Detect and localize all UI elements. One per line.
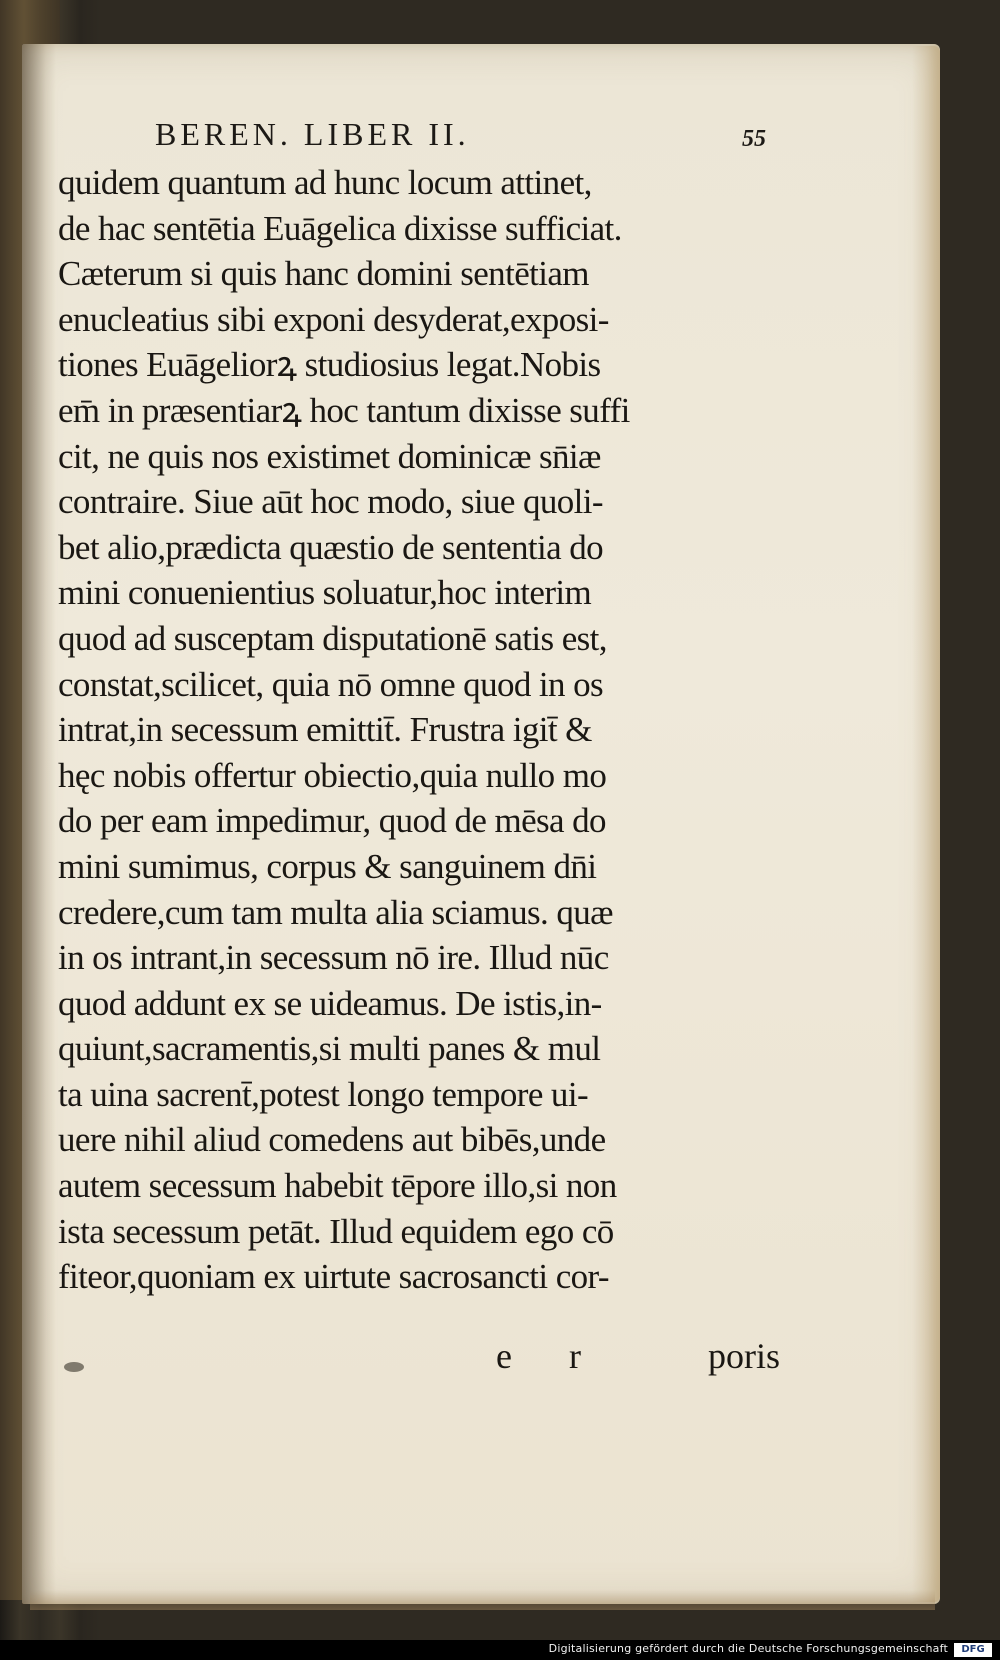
- text-line: in os intrant,in secessum nō ire. Illud nūc: [58, 938, 609, 978]
- text-line: quod ad susceptam disputationē satis est,: [58, 618, 607, 658]
- text-line: autem secessum habebit tēpore illo,si non: [58, 1166, 617, 1206]
- folio-number: 55: [742, 126, 766, 152]
- page-bottom-edge: [30, 1590, 935, 1610]
- text-line: contraire. Siue aūt hoc modo, siue quoli-: [58, 482, 603, 522]
- text-line: ta uina sacrent̄,potest longo tempore ui-: [58, 1074, 589, 1114]
- text-line: tiones Euāgeliorꝝ studiosius legat.Nobis: [58, 345, 601, 385]
- funding-credit: Digitalisierung gefördert durch die Deutsche Forschungsgemeinschaft: [548, 1642, 948, 1655]
- text-line: constat,scilicet, quia nō omne quod in os: [58, 664, 604, 704]
- text-line: cit, ne quis nos existimet dominicæ sn̄iæ: [58, 436, 601, 476]
- text-line: intrat,in secessum emittit̄. Frustra igit̄ &: [58, 710, 592, 750]
- text-line: uere nihil aliud comedens aut bibēs,unde: [58, 1120, 606, 1160]
- page-edge: [912, 46, 940, 1602]
- text-line: quod addunt ex se uideamus. De istis,in-: [58, 983, 602, 1023]
- text-line: enucleatius sibi exponi desyderat,exposi-: [58, 299, 609, 339]
- page-footer-row: [58, 1335, 780, 1385]
- ink-stain: [64, 1362, 84, 1372]
- dfg-logo: DFG: [954, 1643, 992, 1657]
- text-line: quidem quantum ad hunc locum attinet,: [58, 163, 592, 202]
- catchword: poris: [708, 1336, 780, 1376]
- text-line: mini sumimus, corpus & sanguinem dn̄i: [58, 846, 597, 886]
- text-line: bet alio,prædicta quæstio de sententia do: [58, 527, 604, 567]
- page-gutter-shadow: [22, 44, 56, 1604]
- signature-mark: e r: [496, 1336, 605, 1376]
- text-line: em̄ in præsentiarꝝ hoc tantum dixisse suffi: [58, 390, 630, 430]
- text-line: quiunt,sacramentis,si multi panes & mul: [58, 1029, 601, 1069]
- running-head: BEREN. LIBER II.: [155, 116, 470, 152]
- text-line: Cæterum si quis hanc domini sentētiam: [58, 254, 589, 294]
- text-line: mini conuenientius soluatur,hoc interim: [58, 573, 592, 613]
- text-line: de hac sentētia Euāgelica dixisse sufficiat.: [58, 208, 622, 248]
- text-line: do per eam impedimur, quod de mēsa do: [58, 801, 606, 841]
- text-line: ista secessum petāt. Illud equidem ego cō: [58, 1211, 614, 1251]
- text-block: [58, 160, 780, 1300]
- text-line: credere,cum tam multa alia sciamus. quæ: [58, 892, 613, 932]
- text-line: fiteor,quoniam ex uirtute sacrosancti cor-: [58, 1257, 609, 1297]
- text-line: hęc nobis offertur obiectio,quia nullo mo: [58, 755, 607, 795]
